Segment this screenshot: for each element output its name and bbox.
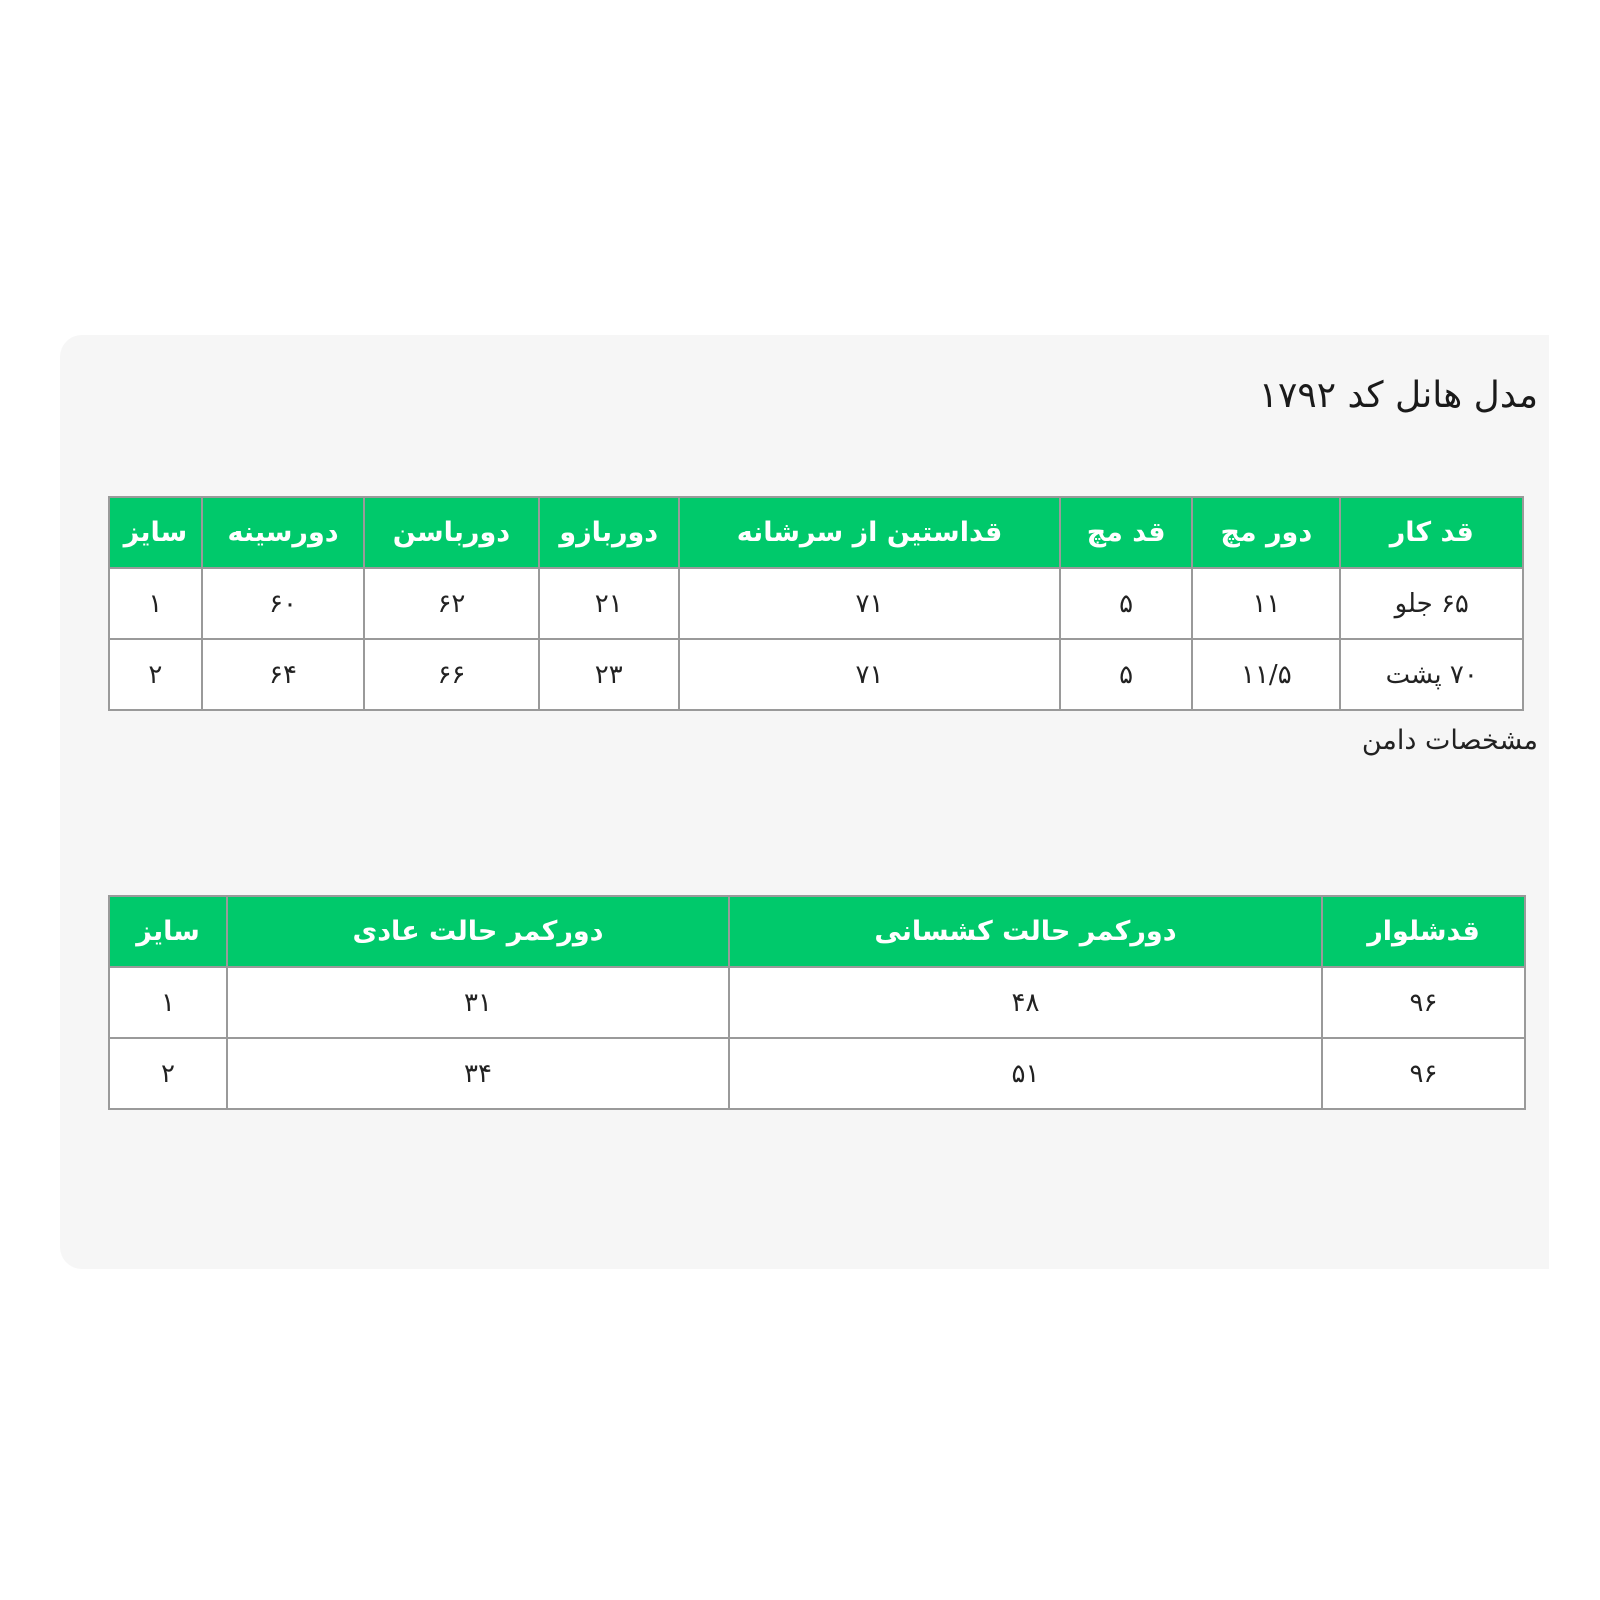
table-cell: ۶۴ bbox=[202, 639, 364, 710]
table-header-row bbox=[109, 497, 1523, 568]
table-cell: ۷۱ bbox=[679, 639, 1060, 710]
table-cell: ۳۴ bbox=[227, 1038, 729, 1109]
section-subtitle: مشخصات دامن bbox=[1361, 725, 1538, 756]
content-card bbox=[60, 335, 1549, 1269]
top-size-table bbox=[108, 496, 1524, 711]
header-cell: قدشلوار bbox=[1322, 896, 1525, 967]
table-cell: ۱ bbox=[109, 568, 202, 639]
header-cell: قداستین از سرشانه bbox=[679, 497, 1060, 568]
header-cell: سایز bbox=[109, 896, 227, 967]
header-cell: قد مچ bbox=[1060, 497, 1192, 568]
table-cell: ۱ bbox=[109, 967, 227, 1038]
table-cell: ۹۶ bbox=[1322, 967, 1525, 1038]
table-cell: ۲۳ bbox=[539, 639, 679, 710]
table-row bbox=[109, 639, 1523, 710]
table-header-row bbox=[109, 896, 1525, 967]
table-cell: ۷۱ bbox=[679, 568, 1060, 639]
page-title: مدل هانل کد ۱۷۹۲ bbox=[1258, 375, 1538, 416]
header-cell: دوربازو bbox=[539, 497, 679, 568]
table-cell: ۶۶ bbox=[364, 639, 538, 710]
table-cell: ۵ bbox=[1060, 639, 1192, 710]
table-cell: ۶۰ bbox=[202, 568, 364, 639]
table-row bbox=[109, 568, 1523, 639]
table-cell: ۵ bbox=[1060, 568, 1192, 639]
table-cell: ۹۶ bbox=[1322, 1038, 1525, 1109]
header-cell: دورسینه bbox=[202, 497, 364, 568]
table-cell: ۵۱ bbox=[729, 1038, 1322, 1109]
table-cell: ۳۱ bbox=[227, 967, 729, 1038]
bottom-size-table bbox=[108, 895, 1526, 1110]
table-cell: ۲ bbox=[109, 1038, 227, 1109]
table-cell: ۱۱ bbox=[1192, 568, 1340, 639]
table-row bbox=[109, 1038, 1525, 1109]
header-cell: سایز bbox=[109, 497, 202, 568]
table-cell: ۱۱/۵ bbox=[1192, 639, 1340, 710]
table-cell: ۴۸ bbox=[729, 967, 1322, 1038]
header-cell: دورباسن bbox=[364, 497, 538, 568]
header-cell: قد کار bbox=[1340, 497, 1523, 568]
table-row bbox=[109, 967, 1525, 1038]
table-cell: ۷۰ پشت bbox=[1340, 639, 1523, 710]
table-cell: ۶۲ bbox=[364, 568, 538, 639]
header-cell: دور مچ bbox=[1192, 497, 1340, 568]
table-cell: ۲۱ bbox=[539, 568, 679, 639]
table-cell: ۶۵ جلو bbox=[1340, 568, 1523, 639]
header-cell: دورکمر حالت عادی bbox=[227, 896, 729, 967]
table-cell: ۲ bbox=[109, 639, 202, 710]
header-cell: دورکمر حالت کشسانی bbox=[729, 896, 1322, 967]
